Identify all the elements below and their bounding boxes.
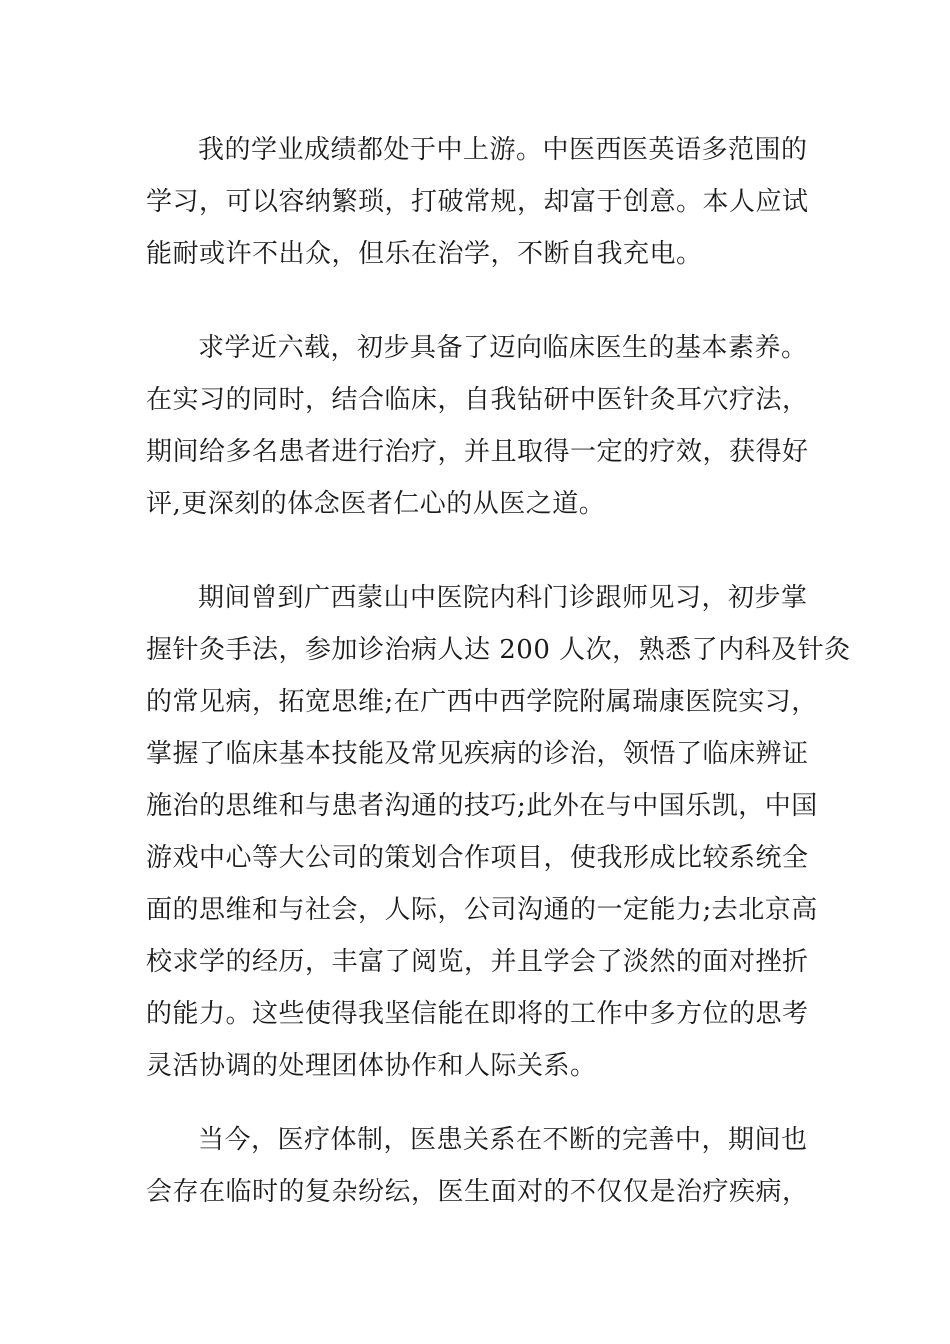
text-line: 当今，医疗体制，医患关系在不断的完善中，期间也 — [198, 1125, 808, 1155]
text-line: 期间曾到广西蒙山中医院内科门诊跟师见习，初步掌 — [198, 583, 808, 613]
text-line: 期间给多名患者进行治疗，并且取得一定的疗效，获得好 — [146, 437, 809, 467]
text-line: 会存在临时的复杂纷纭，医生面对的不仅仅是治疗疾病， — [146, 1177, 809, 1207]
paragraph-academic-performance — [146, 124, 808, 280]
text-line: 评,更深刻的体念医者仁心的从医之道。 — [146, 489, 606, 519]
text-line: 校求学的经历，丰富了阅览，并且学会了淡然的面对挫折 — [146, 947, 809, 977]
paragraph-clinical-training — [146, 322, 808, 530]
text-line: 掌握了临床基本技能及常见疾病的诊治，领悟了临床辨证 — [146, 739, 809, 769]
text-line: 的常见病，拓宽思维;在广西中西学院附属瑞康医院实习， — [146, 687, 818, 717]
text-line: 握针灸手法，参加诊治病人达 200 人次，熟悉了内科及针灸 — [146, 635, 851, 665]
text-line: 游戏中心等大公司的策划合作项目，使我形成比较系统全 — [146, 843, 809, 873]
text-line: 我的学业成绩都处于中上游。中医西医英语多范围的 — [198, 135, 808, 165]
text-line: 施治的思维和与患者沟通的技巧;此外在与中国乐凯，中国 — [146, 791, 818, 821]
paragraph-medical-system — [146, 1114, 808, 1218]
text-line: 灵活协调的处理团体协作和人际关系。 — [146, 1051, 597, 1081]
paragraph-internship-experience — [146, 572, 851, 1092]
text-line: 求学近六载，初步具备了迈向临床医生的基本素养。 — [198, 333, 808, 363]
text-line: 的能力。这些使得我坚信能在即将的工作中多方位的思考 — [146, 999, 809, 1029]
text-line: 学习，可以容纳繁琐，打破常规，却富于创意。本人应试 — [146, 187, 809, 217]
text-line: 能耐或许不出众，但乐在治学，不断自我充电。 — [146, 239, 703, 269]
text-line: 在实习的同时，结合临床，自我钻研中医针灸耳穴疗法， — [146, 385, 809, 415]
text-line: 面的思维和与社会，人际，公司沟通的一定能力;去北京高 — [146, 895, 818, 925]
